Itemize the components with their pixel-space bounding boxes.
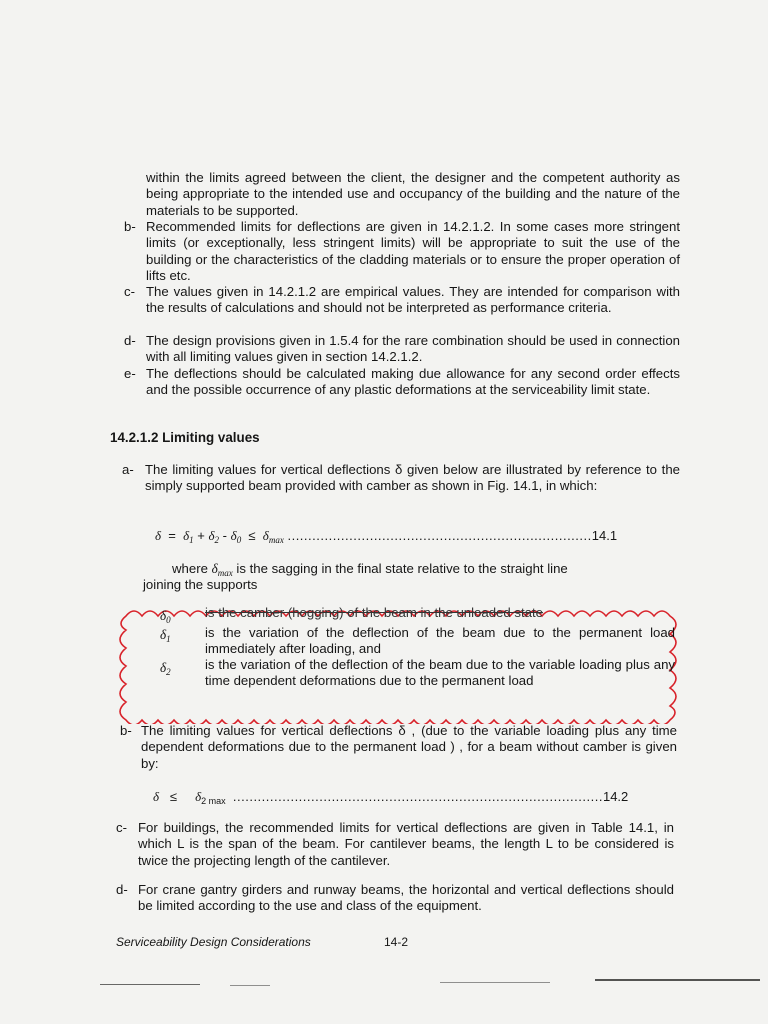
def-2-sym: δ (160, 660, 167, 675)
list-item-c: The values given in 14.2.1.2 are empirical values. They are intended for comparison with the results of calculations and should not be interpreted as performance criteria. (146, 284, 680, 316)
eq1-dots: .......................................................................... (287, 528, 592, 543)
list-marker-e: e- (124, 366, 136, 381)
item-c-text: For buildings, the recommended limits for vertical deflections are given in Table 14.1, in which L is the span of the beam. For cantilever beams, the length L to be considered is twice the projecting length of the cantilever. (138, 820, 674, 868)
def-1-text: is the variation of the deflection of the beam due to the permanent load immediately after loading, and (205, 625, 675, 657)
eq2-d2: δ (195, 789, 202, 804)
eq1-plus: + (197, 528, 205, 543)
def-0-symbol (160, 608, 171, 628)
scan-line-1 (100, 984, 200, 985)
eq2-le: ≤ (169, 789, 178, 804)
scan-line-2 (230, 985, 270, 986)
item-d-text: For crane gantry girders and runway beams, the horizontal and vertical deflections should be limited according to the use and class of the equipment. (138, 882, 674, 914)
list-marker-d2: d- (116, 882, 128, 897)
list-marker-c: c- (124, 284, 135, 299)
eq2-number: 14.2 (602, 789, 629, 804)
eq1-delta: δ (155, 528, 162, 543)
eq1-d2: δ (208, 528, 215, 543)
def-0-sym: δ (160, 608, 167, 623)
eq2-delta: δ (153, 789, 160, 804)
section-heading: 14.2.1.2 Limiting values (110, 430, 260, 445)
list-item-d: The design provisions given in 1.5.4 for the rare combination should be used in connection with all limiting values given in section 14.2.1.2. (146, 333, 680, 365)
def-0-text: is the camber (hogging) of the beam in the unloaded state (205, 605, 543, 620)
list-marker-b: b- (124, 219, 136, 234)
def-1-symbol (160, 627, 171, 647)
where-line-2: joining the supports (143, 577, 258, 592)
scan-line-3 (440, 982, 550, 983)
def-2-sub: 2 (166, 667, 171, 677)
list-marker-b2: b- (120, 723, 132, 738)
item-b-text: The limiting values for vertical deflections δ , (due to the variable loading plus any time dependent deformations due to the permanent load ) , for a beam without camber is given by: (141, 723, 677, 771)
where-sym: δ (211, 561, 218, 576)
equation-14-2 (153, 789, 628, 806)
list-marker-a: a- (122, 462, 134, 477)
eq1-dmax: δ (262, 528, 269, 543)
eq1-d1: δ (183, 528, 190, 543)
eq1-s1: 1 (189, 535, 194, 545)
list-item-b: Recommended limits for deflections are given in 14.2.1.2. In some cases more stringent limits (or exceptionally, less stringent limits) will be appropriate to suit the use of the building or the characteristics of the cladding materials or to ensure the proper operation of lifts etc. (146, 219, 680, 284)
def-0-sub: 0 (166, 615, 171, 625)
eq1-equals: = (168, 528, 176, 543)
eq1-s0: 0 (236, 535, 242, 545)
def-1-sub: 1 (166, 634, 171, 644)
eq2-dots: .......................................................................................... (232, 789, 603, 804)
eq1-le: ≤ (248, 528, 256, 543)
item-a-text: The limiting values for vertical deflections δ given below are illustrated by reference to the simply supported beam provided with camber as shown in Fig. 14.1, in which: (145, 462, 680, 494)
equation-14-1 (155, 528, 617, 545)
scan-line-4 (595, 979, 760, 981)
eq1-d0: δ (230, 528, 237, 543)
list-marker-d: d- (124, 333, 136, 348)
def-2-symbol (160, 660, 171, 680)
where-sub: max (217, 568, 233, 578)
eq1-s2: 2 (214, 535, 220, 545)
list-marker-c2: c- (116, 820, 127, 835)
eq1-smax: max (268, 535, 284, 545)
where-word: where (172, 561, 208, 576)
eq2-s2: 2 max (201, 796, 226, 806)
def-2-text: is the variation of the deflection of the beam due to the variable loading plus any time dependent deformations due to the permanent load (205, 657, 675, 689)
intro-paragraph: within the limits agreed between the client, the designer and the competent authority as being appropriate to the intended use and occupancy of the building and the nature of the materials to be supported. (146, 170, 680, 218)
list-item-e: The deflections should be calculated making due allowance for any second order effects and the possible occurrence of any plastic deformations at the serviceability limit state. (146, 366, 680, 398)
footer-title: Serviceability Design Considerations (116, 935, 311, 949)
eq1-number: 14.1 (591, 528, 618, 543)
def-1-sym: δ (160, 627, 167, 642)
where-rest: is the sagging in the final state relative to the straight line (236, 561, 568, 576)
footer-page-number: 14-2 (384, 935, 409, 949)
eq1-minus: - (222, 528, 228, 543)
